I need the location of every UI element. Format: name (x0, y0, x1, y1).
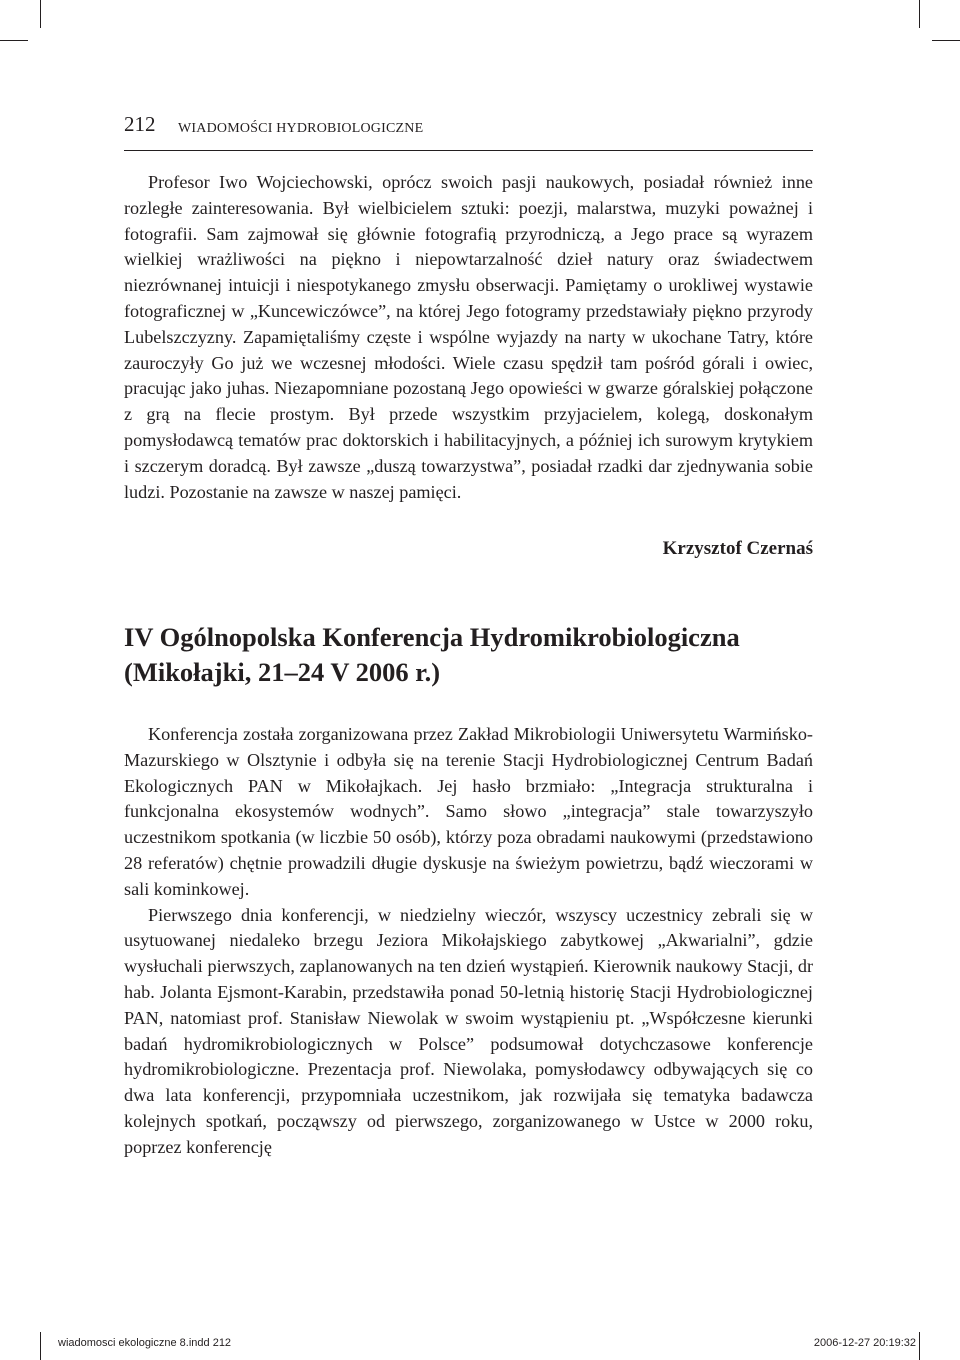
page-number: 212 (124, 112, 156, 136)
conference-text (124, 722, 813, 1161)
section-title-line1: IV Ogólnopolska Konferencja Hydromikrobiologiczna (124, 622, 740, 652)
author-signature: Krzysztof Czernaś (662, 538, 813, 559)
crop-mark (932, 40, 960, 41)
crop-mark (919, 1332, 920, 1360)
footer-file-info: wiadomosci ekologiczne 8.indd 212 (58, 1337, 232, 1349)
conference-paragraph-1: Konferencja została zorganizowana przez Zakład Mikrobiologii Uniwersytetu Warmińsko-Mazurskiego w Olsztynie i odbyła się na terenie Stacji Hydrobiologicznej Centrum Badań Ekologicznych PAN w Mikołajkach. Jej hasło brzmiało: „Integracja strukturalna i funkcjonalna ekosystemów wodnych”. Samo słowo „integracja” stale towarzyszyło uczestnikom spotkania (w liczbie 50 osób), którzy poza obradami naukowymi (przedstawiono 28 referatów) chętnie prowadzili długie dyskusje na świeżym powietrzu, bądź wieczorami w sali kominkowej. (124, 724, 813, 899)
crop-mark (40, 1332, 41, 1360)
obituary-paragraph: Profesor Iwo Wojciechowski, oprócz swoich pasji naukowych, posiadał również inne rozległe zainteresowania. Był wielbicielem sztuki: poezji, malarstwa, muzyki poważnej i fotografii. Sam zajmował się głównie fotografią przyrodniczą, a Jego prace są wyrazem wielkiej wrażliwości na piękno i niepowtarzalność dzieł natury oraz świadectwem niezrównanej intuicji i niespotykanego zmysłu obserwacji. Pamiętamy o urokliwej wystawie fotograficznej w „Kuncewiczówce”, na której Jego fotogramy przedstawiały piękno przyrody Lubelszczyzny. Zapamiętaliśmy częste i wspólne wyjazdy na narty w ukochane Tatry, które zauroczyły Go już we wczesnej młodości. Wiele czasu spędził tam pośród górali i owiec, pracując jako juhas. Niezapomniane pozostaną Jego opowieści w gwarze góralskiej połączone z grą na flecie prostym. Był przede wszystkim przyjacielem, kolegą, doskonałym pomysłodawcą tematów prac doktorskich i habilitacyjnych, a później ich surowym krytykiem i szczerym doradcą. Był zawsze „duszą towarzystwa”, posiadał rzadki dar zjednywania sobie ludzi. Pozostanie na zawsze w naszej pamięci. (124, 172, 813, 502)
footer-timestamp: 2006-12-27 20:19:32 (813, 1337, 916, 1349)
page-header (124, 112, 813, 146)
conference-paragraph-2: Pierwszego dnia konferencji, w niedzielny wieczór, wszyscy uczestnicy zebrali się w usytuowanej niedaleko brzegu Jeziora Mikołajskiego zabytkowej „Akwarialni”, gdzie wysłuchali pierwszych, zaplanowanych na ten dzień wystąpień. Kierownik naukowy Stacji, dr hab. Jolanta Ejsmont-Karabin, przedstawiła ponad 50-letnią historię Stacji Hydrobiologicznej PAN, natomiast prof. Stanisław Niewolak w swoim wystąpieniu pt. „Współczesne kierunki badań hydromikrobiologicznych w Polsce” podsumował dotychczasowe konferencje hydromikrobiologiczne. Prezentacja prof. Niewolaka, pomysłodawcy odbywających się co dwa lata konferencji, przypomniała uczestnikom, jak rozwijała się tematyka badawcza kolejnych spotkań, począwszy od pierwszego, zorganizowanego w Ustce w 2000 roku, poprzez konferencję (124, 904, 813, 1157)
obituary-text (124, 170, 813, 505)
section-title-line2: (Mikołajki, 21–24 V 2006 r.) (124, 657, 441, 687)
crop-mark (40, 0, 41, 28)
crop-mark (919, 0, 920, 28)
crop-mark (0, 40, 28, 41)
running-title: WIADOMOŚCI HYDROBIOLOGICZNE (178, 121, 424, 136)
header-divider (124, 150, 813, 151)
section-title (124, 620, 844, 690)
